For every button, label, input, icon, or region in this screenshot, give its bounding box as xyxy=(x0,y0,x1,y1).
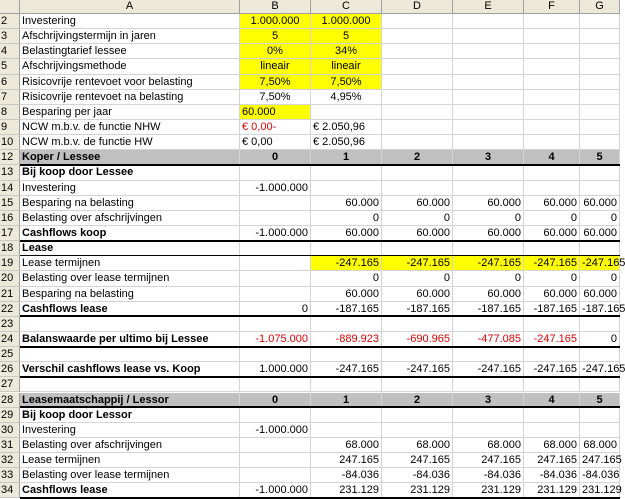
cell-a19[interactable]: Lease termijnen xyxy=(20,256,240,271)
cell-f29[interactable] xyxy=(524,408,580,423)
row-header-8[interactable]: 8 xyxy=(0,105,20,120)
cell-d14[interactable] xyxy=(382,181,453,196)
cell-a10[interactable]: NCW m.b.v. de functie HW xyxy=(20,135,240,150)
cell-b17[interactable]: -1.000.000 xyxy=(240,226,311,241)
cell-f14[interactable] xyxy=(524,181,580,196)
cell-g3[interactable] xyxy=(580,29,620,44)
column-header-a[interactable]: A xyxy=(20,0,240,14)
cell-d32[interactable]: 247.165 xyxy=(382,453,453,468)
cell-b22[interactable]: 0 xyxy=(240,302,311,317)
cell-f22[interactable]: -187.165 xyxy=(524,302,580,317)
cell-f10[interactable] xyxy=(524,135,580,150)
cell-f30[interactable] xyxy=(524,423,580,438)
row-header-15[interactable]: 15 xyxy=(0,196,20,211)
cell-g26[interactable]: -247.165 xyxy=(580,362,620,377)
cell-g21[interactable]: 60.000 xyxy=(580,287,620,302)
cell-e7[interactable] xyxy=(453,90,524,105)
cell-a32[interactable]: Lease termijnen xyxy=(20,453,240,468)
cell-e29[interactable] xyxy=(453,408,524,423)
cell-f8[interactable] xyxy=(524,105,580,120)
cell-c21[interactable]: 60.000 xyxy=(311,287,382,302)
cell-e4[interactable] xyxy=(453,44,524,59)
cell-a3[interactable]: Afschrijvingstermijn in jaren xyxy=(20,29,240,44)
cell-d33[interactable]: -84.036 xyxy=(382,468,453,483)
cell-e10[interactable] xyxy=(453,135,524,150)
cell-g28[interactable]: 5 xyxy=(580,393,620,408)
cell-d8[interactable] xyxy=(382,105,453,120)
cell-a25[interactable] xyxy=(20,347,240,362)
cell-d20[interactable]: 0 xyxy=(382,271,453,286)
cell-f26[interactable]: -247.165 xyxy=(524,362,580,377)
row-border-26 xyxy=(20,376,620,378)
cell-f7[interactable] xyxy=(524,90,580,105)
cell-c27[interactable] xyxy=(311,377,382,392)
row-header-19[interactable]: 19 xyxy=(0,256,20,271)
row-header-28[interactable]: 28 xyxy=(0,393,20,408)
cell-d17[interactable]: 60.000 xyxy=(382,226,453,241)
cell-f32[interactable]: 247.165 xyxy=(524,453,580,468)
cell-g14[interactable] xyxy=(580,181,620,196)
cell-f28[interactable]: 4 xyxy=(524,393,580,408)
cell-f16[interactable]: 0 xyxy=(524,211,580,226)
cell-g24[interactable]: 0 xyxy=(580,332,620,347)
row-header-10[interactable]: 10 xyxy=(0,135,20,150)
cell-f24[interactable]: -247.165 xyxy=(524,332,580,347)
row-border-22 xyxy=(20,315,620,317)
cell-a20[interactable]: Belasting over lease termijnen xyxy=(20,271,240,286)
cell-e15[interactable]: 60.000 xyxy=(453,196,524,211)
cell-f2[interactable] xyxy=(524,14,580,29)
cell-a14[interactable]: Investering xyxy=(20,181,240,196)
cell-g32[interactable]: 247.165 xyxy=(580,453,620,468)
cell-c25[interactable] xyxy=(311,347,382,362)
row-header-12[interactable]: 12 xyxy=(0,150,20,165)
cell-g31[interactable]: 68.000 xyxy=(580,438,620,453)
cell-a21[interactable]: Besparing na belasting xyxy=(20,287,240,302)
cell-e23[interactable] xyxy=(453,317,524,332)
cell-f23[interactable] xyxy=(524,317,580,332)
cell-b4[interactable]: 0% xyxy=(240,44,311,59)
cell-a12[interactable]: Koper / Lessee xyxy=(20,150,240,165)
cell-a26[interactable]: Verschil cashflows lease vs. Koop xyxy=(20,362,240,377)
cell-c15[interactable]: 60.000 xyxy=(311,196,382,211)
cell-f4[interactable] xyxy=(524,44,580,59)
cell-f21[interactable]: 60.000 xyxy=(524,287,580,302)
cell-c22[interactable]: -187.165 xyxy=(311,302,382,317)
cell-f31[interactable]: 68.000 xyxy=(524,438,580,453)
cell-b30[interactable]: -1.000.000 xyxy=(240,423,311,438)
row-header-4[interactable]: 4 xyxy=(0,44,20,59)
cell-f13[interactable] xyxy=(524,165,580,180)
row-header-30[interactable]: 30 xyxy=(0,423,20,438)
cell-f25[interactable] xyxy=(524,347,580,362)
cell-d22[interactable]: -187.165 xyxy=(382,302,453,317)
cell-d31[interactable]: 68.000 xyxy=(382,438,453,453)
cell-d27[interactable] xyxy=(382,377,453,392)
row-header-23[interactable]: 23 xyxy=(0,317,20,332)
cell-g6[interactable] xyxy=(580,75,620,90)
cell-a29[interactable]: Bij koop door Lessor xyxy=(20,408,240,423)
cell-d7[interactable] xyxy=(382,90,453,105)
row-header-5[interactable]: 5 xyxy=(0,59,20,74)
cell-c18[interactable] xyxy=(311,241,382,256)
cell-g22[interactable]: -187.165 xyxy=(580,302,620,317)
cell-f34[interactable]: 231.129 xyxy=(524,483,580,498)
row-header-7[interactable]: 7 xyxy=(0,90,20,105)
cell-c34[interactable]: 231.129 xyxy=(311,483,382,498)
row-header-27[interactable]: 27 xyxy=(0,377,20,392)
cell-d15[interactable]: 60.000 xyxy=(382,196,453,211)
row-header-21[interactable]: 21 xyxy=(0,287,20,302)
cell-c31[interactable]: 68.000 xyxy=(311,438,382,453)
cell-f33[interactable]: -84.036 xyxy=(524,468,580,483)
column-header-f[interactable]: F xyxy=(524,0,580,14)
cell-d29[interactable] xyxy=(382,408,453,423)
cell-b27[interactable] xyxy=(240,377,311,392)
row-header-14[interactable]: 14 xyxy=(0,181,20,196)
cell-e25[interactable] xyxy=(453,347,524,362)
cell-b6[interactable]: 7,50% xyxy=(240,75,311,90)
row-header-34[interactable]: 34 xyxy=(0,483,20,498)
cell-d23[interactable] xyxy=(382,317,453,332)
cell-g17[interactable]: 60.000 xyxy=(580,226,620,241)
cell-b8[interactable]: 60.000 xyxy=(240,105,311,120)
cell-g13[interactable] xyxy=(580,165,620,180)
column-header-d[interactable]: D xyxy=(382,0,453,14)
cell-d10[interactable] xyxy=(382,135,453,150)
cell-a31[interactable]: Belasting over afschrijvingen xyxy=(20,438,240,453)
cell-b19[interactable] xyxy=(240,256,311,271)
row-border-18 xyxy=(20,255,620,256)
cell-b20[interactable] xyxy=(240,271,311,286)
cell-g15[interactable]: 60.000 xyxy=(580,196,620,211)
cell-f19[interactable]: -247.165 xyxy=(524,256,580,271)
cell-b24[interactable]: -1.075.000 xyxy=(240,332,311,347)
cell-e26[interactable]: -247.165 xyxy=(453,362,524,377)
row-header-31[interactable]: 31 xyxy=(0,438,20,453)
cell-c23[interactable] xyxy=(311,317,382,332)
cell-f18[interactable] xyxy=(524,241,580,256)
cell-g5[interactable] xyxy=(580,59,620,74)
cell-a5[interactable]: Afschrijvingsmethode xyxy=(20,59,240,74)
cell-c9[interactable]: € 2.050,96 xyxy=(311,120,382,135)
cell-e16[interactable]: 0 xyxy=(453,211,524,226)
cell-b25[interactable] xyxy=(240,347,311,362)
cell-a33[interactable]: Belasting over lease termijnen xyxy=(20,468,240,483)
cell-f20[interactable]: 0 xyxy=(524,271,580,286)
cell-b33[interactable] xyxy=(240,468,311,483)
cell-b5[interactable]: lineair xyxy=(240,59,311,74)
cell-e20[interactable]: 0 xyxy=(453,271,524,286)
cell-f5[interactable] xyxy=(524,59,580,74)
cell-g23[interactable] xyxy=(580,317,620,332)
cell-d13[interactable] xyxy=(382,165,453,180)
cell-c26[interactable]: -247.165 xyxy=(311,362,382,377)
column-header-e[interactable]: E xyxy=(453,0,524,14)
cell-b29[interactable] xyxy=(240,408,311,423)
cell-g29[interactable] xyxy=(580,408,620,423)
cell-b34[interactable]: -1.000.000 xyxy=(240,483,311,498)
row-header-32[interactable]: 32 xyxy=(0,453,20,468)
cell-a16[interactable]: Belasting over afschrijvingen xyxy=(20,211,240,226)
row-header-29[interactable]: 29 xyxy=(0,408,20,423)
row-border-24 xyxy=(20,346,620,348)
cell-g8[interactable] xyxy=(580,105,620,120)
row-header-3[interactable]: 3 xyxy=(0,29,20,44)
cell-c8[interactable] xyxy=(311,105,382,120)
cell-d30[interactable] xyxy=(382,423,453,438)
cell-a24[interactable]: Balanswaarde per ultimo bij Lessee xyxy=(20,332,240,347)
column-header-b[interactable]: B xyxy=(240,0,311,14)
cell-b12[interactable]: 0 xyxy=(240,150,311,165)
cell-g12[interactable]: 5 xyxy=(580,150,620,165)
cell-g4[interactable] xyxy=(580,44,620,59)
cell-f27[interactable] xyxy=(524,377,580,392)
cell-e21[interactable]: 60.000 xyxy=(453,287,524,302)
cell-b23[interactable] xyxy=(240,317,311,332)
cell-c20[interactable]: 0 xyxy=(311,271,382,286)
cell-c5[interactable]: lineair xyxy=(311,59,382,74)
cell-g19[interactable]: -247.165 xyxy=(580,256,620,271)
cell-e27[interactable] xyxy=(453,377,524,392)
cell-e6[interactable] xyxy=(453,75,524,90)
select-all-corner[interactable] xyxy=(0,0,20,14)
row-header-25[interactable]: 25 xyxy=(0,347,20,362)
cell-c4[interactable]: 34% xyxy=(311,44,382,59)
cell-e14[interactable] xyxy=(453,181,524,196)
cell-e32[interactable]: 247.165 xyxy=(453,453,524,468)
cell-g16[interactable]: 0 xyxy=(580,211,620,226)
cell-g9[interactable] xyxy=(580,120,620,135)
cell-a30[interactable]: Investering xyxy=(20,423,240,438)
cell-c7[interactable]: 4,95% xyxy=(311,90,382,105)
cell-f17[interactable]: 60.000 xyxy=(524,226,580,241)
cell-e24[interactable]: -477.085 xyxy=(453,332,524,347)
cell-d34[interactable]: 231.129 xyxy=(382,483,453,498)
cell-a9[interactable]: NCW m.b.v. de functie NHW xyxy=(20,120,240,135)
cell-a15[interactable]: Besparing na belasting xyxy=(20,196,240,211)
cell-b3[interactable]: 5 xyxy=(240,29,311,44)
cell-c24[interactable]: -889.923 xyxy=(311,332,382,347)
cell-e30[interactable] xyxy=(453,423,524,438)
cell-e8[interactable] xyxy=(453,105,524,120)
cell-e33[interactable]: -84.036 xyxy=(453,468,524,483)
cell-g10[interactable] xyxy=(580,135,620,150)
cell-g7[interactable] xyxy=(580,90,620,105)
cell-c33[interactable]: -84.036 xyxy=(311,468,382,483)
cell-d18[interactable] xyxy=(382,241,453,256)
cell-e22[interactable]: -187.165 xyxy=(453,302,524,317)
cell-b13[interactable] xyxy=(240,165,311,180)
cell-b28[interactable]: 0 xyxy=(240,393,311,408)
cell-b31[interactable] xyxy=(240,438,311,453)
cell-b18[interactable] xyxy=(240,241,311,256)
cell-b21[interactable] xyxy=(240,287,311,302)
cell-b16[interactable] xyxy=(240,211,311,226)
cell-g2[interactable] xyxy=(580,14,620,29)
cell-g27[interactable] xyxy=(580,377,620,392)
cell-c2[interactable]: 1.000.000 xyxy=(311,14,382,29)
cell-d24[interactable]: -690.965 xyxy=(382,332,453,347)
cell-f9[interactable] xyxy=(524,120,580,135)
cell-a34[interactable]: Cashflows lease xyxy=(20,483,240,498)
cell-d4[interactable] xyxy=(382,44,453,59)
cell-a27[interactable] xyxy=(20,377,240,392)
cell-c12[interactable]: 1 xyxy=(311,150,382,165)
row-header-9[interactable]: 9 xyxy=(0,120,20,135)
cell-c10[interactable]: € 2.050,96 xyxy=(311,135,382,150)
cell-b2[interactable]: 1.000.000 xyxy=(240,14,311,29)
cell-c28[interactable]: 1 xyxy=(311,393,382,408)
row-header-33[interactable]: 33 xyxy=(0,468,20,483)
cell-e3[interactable] xyxy=(453,29,524,44)
cell-b10[interactable]: € 0,00 xyxy=(240,135,311,150)
cell-b7[interactable]: 7,50% xyxy=(240,90,311,105)
cell-c3[interactable]: 5 xyxy=(311,29,382,44)
cell-b26[interactable]: 1.000.000 xyxy=(240,362,311,377)
cell-d3[interactable] xyxy=(382,29,453,44)
cell-e5[interactable] xyxy=(453,59,524,74)
column-header-c[interactable]: C xyxy=(311,0,382,14)
cell-a7[interactable]: Risicovrije rentevoet na belasting xyxy=(20,90,240,105)
cell-d16[interactable]: 0 xyxy=(382,211,453,226)
row-header-16[interactable]: 16 xyxy=(0,211,20,226)
cell-b32[interactable] xyxy=(240,453,311,468)
cell-b14[interactable]: -1.000.000 xyxy=(240,181,311,196)
cell-d6[interactable] xyxy=(382,75,453,90)
row-header-13[interactable]: 13 xyxy=(0,165,20,180)
cell-c6[interactable]: 7,50% xyxy=(311,75,382,90)
cell-c19[interactable]: -247.165 xyxy=(311,256,382,271)
cell-f12[interactable]: 4 xyxy=(524,150,580,165)
cell-g20[interactable]: 0 xyxy=(580,271,620,286)
cell-g25[interactable] xyxy=(580,347,620,362)
row-header-20[interactable]: 20 xyxy=(0,271,20,286)
cell-a18[interactable]: Lease xyxy=(20,241,240,256)
cell-a6[interactable]: Risicovrije rentevoet voor belasting xyxy=(20,75,240,90)
cell-e2[interactable] xyxy=(453,14,524,29)
row-border-28 xyxy=(20,406,620,408)
cell-c16[interactable]: 0 xyxy=(311,211,382,226)
cell-e18[interactable] xyxy=(453,241,524,256)
cell-d2[interactable] xyxy=(382,14,453,29)
row-header-2[interactable]: 2 xyxy=(0,14,20,29)
cell-g30[interactable] xyxy=(580,423,620,438)
cell-c29[interactable] xyxy=(311,408,382,423)
cell-a17[interactable]: Cashflows koop xyxy=(20,226,240,241)
row-header-17[interactable]: 17 xyxy=(0,226,20,241)
cell-b9[interactable]: € 0,00- xyxy=(240,120,311,135)
cell-g33[interactable]: -84.036 xyxy=(580,468,620,483)
cell-a13[interactable]: Bij koop door Lessee xyxy=(20,165,240,180)
cell-c32[interactable]: 247.165 xyxy=(311,453,382,468)
cell-e31[interactable]: 68.000 xyxy=(453,438,524,453)
cell-d12[interactable]: 2 xyxy=(382,150,453,165)
cell-a23[interactable] xyxy=(20,317,240,332)
cell-g34[interactable]: 231.129 xyxy=(580,483,620,498)
row-header-26[interactable]: 26 xyxy=(0,362,20,377)
cell-c30[interactable] xyxy=(311,423,382,438)
cell-a2[interactable]: Investering xyxy=(20,14,240,29)
cell-e17[interactable]: 60.000 xyxy=(453,226,524,241)
cell-e9[interactable] xyxy=(453,120,524,135)
cell-f6[interactable] xyxy=(524,75,580,90)
cell-d21[interactable]: 60.000 xyxy=(382,287,453,302)
column-header-g[interactable]: G xyxy=(580,0,620,14)
row-header-22[interactable]: 22 xyxy=(0,302,20,317)
cell-d5[interactable] xyxy=(382,59,453,74)
cell-a22[interactable]: Cashflows lease xyxy=(20,302,240,317)
cell-a28[interactable]: Leasemaatschappij / Lessor xyxy=(20,393,240,408)
cell-f3[interactable] xyxy=(524,29,580,44)
cell-c13[interactable] xyxy=(311,165,382,180)
cell-d28[interactable]: 2 xyxy=(382,393,453,408)
cell-d25[interactable] xyxy=(382,347,453,362)
cell-e19[interactable]: -247.165 xyxy=(453,256,524,271)
cell-e34[interactable]: 231.129 xyxy=(453,483,524,498)
cell-c17[interactable]: 60.000 xyxy=(311,226,382,241)
cell-e13[interactable] xyxy=(453,165,524,180)
cell-a4[interactable]: Belastingtarief lessee xyxy=(20,44,240,59)
row-header-24[interactable]: 24 xyxy=(0,332,20,347)
cell-d9[interactable] xyxy=(382,120,453,135)
cell-d19[interactable]: -247.165 xyxy=(382,256,453,271)
cell-e28[interactable]: 3 xyxy=(453,393,524,408)
cell-b15[interactable] xyxy=(240,196,311,211)
row-header-18[interactable]: 18 xyxy=(0,241,20,256)
row-border-12 xyxy=(20,164,620,166)
cell-a8[interactable]: Besparing per jaar xyxy=(20,105,240,120)
cell-f15[interactable]: 60.000 xyxy=(524,196,580,211)
cell-g18[interactable] xyxy=(580,241,620,256)
row-header-6[interactable]: 6 xyxy=(0,75,20,90)
cell-c14[interactable] xyxy=(311,181,382,196)
cell-e12[interactable]: 3 xyxy=(453,150,524,165)
cell-d26[interactable]: -247.165 xyxy=(382,362,453,377)
row-border-17 xyxy=(20,240,620,242)
